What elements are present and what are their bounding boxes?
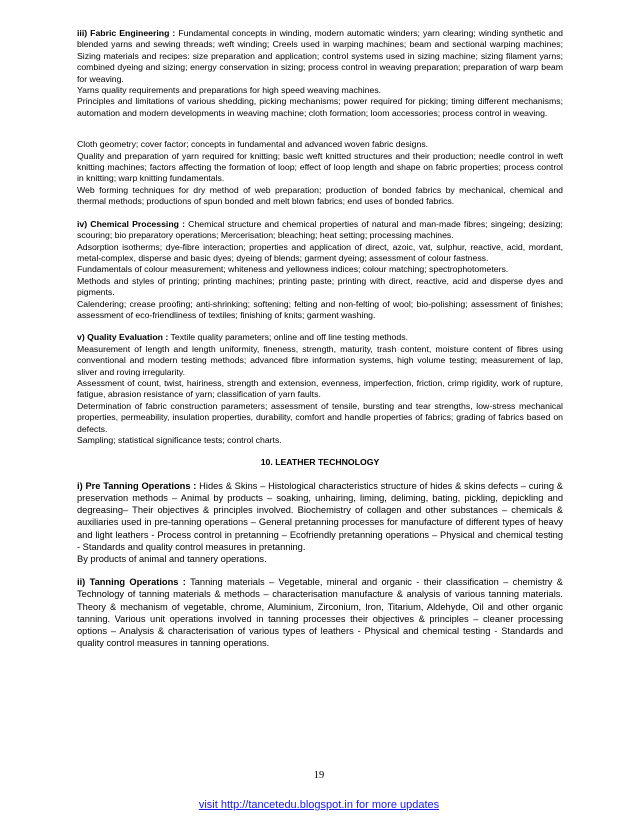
- body-paragraph: Web forming techniques for dry method of web preparation; production of bonded fabrics by mechanical, chemical and thermal methods; productions of spun bonded and melt blown fabrics; end uses of bonded fabrics.: [77, 184, 563, 207]
- spacer: [77, 469, 563, 480]
- section-heading-pre-tanning: i) Pre Tanning Operations :: [77, 480, 197, 491]
- chapter-title: 10. LEATHER TECHNOLOGY: [260, 457, 380, 468]
- footer-link[interactable]: visit http://tancetedu.blogspot.in for more updates: [198, 799, 440, 811]
- spacer: [77, 565, 563, 576]
- body-text: Fundamental concepts in winding, modern automatic winders; yarn clearing; winding synthetic and blended yarns and sewing threads; weft winding; Creels used in warping machines; beam and sectional warping machines; Sizing materials and recipes: size preparation and application; control systems used in sizing machine; sizing filament yarns; combined dyeing and sizing; energy conservation in sizing; process control in weaving preparation; preparation of warp beam for weaving.: [77, 28, 563, 84]
- body-paragraph: Sampling; statistical significance tests; control charts.: [77, 435, 282, 445]
- body-paragraph: Quality and preparation of yarn required for knitting; basic weft knitted structures and their production; needle control in weft knitting machines; factors affecting the formation of loop; effect of loop length and shape on fabric properties; process control in knitting; warp knitting fundamentals.: [77, 150, 563, 184]
- body-paragraph: Principles and limitations of various shedding, picking mechanisms; power required for picking; timing different mechanisms; automation and modern developments in weaving machine; cloth formation; loom accessories; process control in weaving.: [77, 96, 563, 118]
- body-paragraph: Yarns quality requirements and preparations for high speed weaving machines.: [77, 85, 382, 96]
- body-text: Chemical structure and chemical properties of natural and man-made fibres; singeing; desizing; scouring; bio preparatory operations; Mercerisation; bleaching; heat setting; processing machines.: [77, 218, 563, 241]
- body-paragraph: Calendering; crease proofing; anti-shrinking; softening; felting and non-felting of wool; bio-polishing; assessment of finishes; assessment of eco-friendliness of textiles; finishing of knits; garment washing.: [77, 298, 563, 320]
- fabric-engineering-paragraph: [77, 28, 563, 85]
- section-heading-fabric-engineering: iii) Fabric Engineering :: [77, 28, 176, 38]
- section-heading-tanning: ii) Tanning Operations :: [77, 577, 186, 588]
- tanning-paragraph: [77, 576, 563, 649]
- body-paragraph: Adsorption isotherms; dye-fibre interaction; properties and application of direct, azoic, vat, sulphur, reactive, acid, mordant, metal-complex, disperse and basic dyes; dyeing of blends; garment dyeing; assessment of colour fastness.: [77, 241, 563, 263]
- body-paragraph: Methods and styles of printing; printing machines; printing paste; printing with direct, reactive, acid and disperse dyes and pigments.: [77, 275, 563, 298]
- spacer: [77, 321, 563, 332]
- body-paragraph: By products of animal and tannery operations.: [77, 554, 267, 565]
- page-content: [77, 28, 563, 649]
- body-paragraph: Determination of fabric construction parameters; assessment of tensile, bursting and tear strengths, low-stress mechanical properties, permeability, insulation properties, durability, comfort and handle properties of fabrics; grading of fabrics based on defects.: [77, 400, 563, 434]
- body-paragraph: Assessment of count, twist, hairiness, strength and extension, evenness, imperfection, friction, crimp rigidity, work of rupture, fatigue, abrasion resistance of yarn; classification of yarn faults.: [77, 377, 563, 400]
- chemical-processing-paragraph: [77, 219, 563, 242]
- pre-tanning-paragraph: [77, 480, 563, 553]
- page-number: 19: [313, 770, 325, 781]
- body-text: Hides & Skins – Histological characteristics structure of hides & skins defects – curing & preservation methods – Animal by products – soaking, unhairing, liming, deliming, bating, pickling, depickling and degreasing– Their objectives & principles involved. Biochemistry of collagen and other substances – chemicals & auxiliaries used in pre-tanning operations – General pretanning processes for manufacture of different types of heavy and light leathers - Process control in pretanning – Ecofriendly pretanning operations – Physical and chemical testing - Standards and quality control measures in pretanning.: [77, 480, 563, 552]
- spacer: [77, 446, 563, 457]
- body-paragraph: Measurement of length and length uniformity, fineness, strength, maturity, trash content, moisture content of fibres using conventional and modern testing methods; advanced fibre information systems, high volume testing; measurement of lap, sliver and roving irregularity.: [77, 343, 563, 377]
- section-heading-chemical-processing: iv) Chemical Processing :: [77, 218, 185, 229]
- body-text: Textile quality parameters; online and off line testing methods.: [170, 332, 408, 343]
- spacer: [77, 208, 563, 219]
- body-text: Tanning materials – Vegetable, mineral and organic - their classification – chemistry & Technology of tanning materials & methods – characterisation manufacture & analysis of various tanning materials. Theory & mechanism of vegetable, chrome, Aluminium, Zirconium, Iron, Titarium, Aldehyde, Oil and other organic tanning. Various unit operations involved in tanning processes their objectives & principles – cleaner processing options – Analysis & characterisation of various types of leathers - Physical and chemical testing - Standards and quality control measures in tanning operations.: [77, 577, 563, 649]
- body-paragraph: Cloth geometry; cover factor; concepts in fundamental and advanced woven fabric designs.: [77, 139, 429, 150]
- footer: [0, 799, 638, 811]
- spacer: [77, 119, 563, 139]
- body-paragraph: Fundamentals of colour measurement; whiteness and yellowness indices; colour matching; spectrophotometers.: [77, 264, 509, 275]
- quality-evaluation-paragraph: [77, 332, 563, 343]
- section-heading-quality-evaluation: v) Quality Evaluation :: [77, 332, 169, 343]
